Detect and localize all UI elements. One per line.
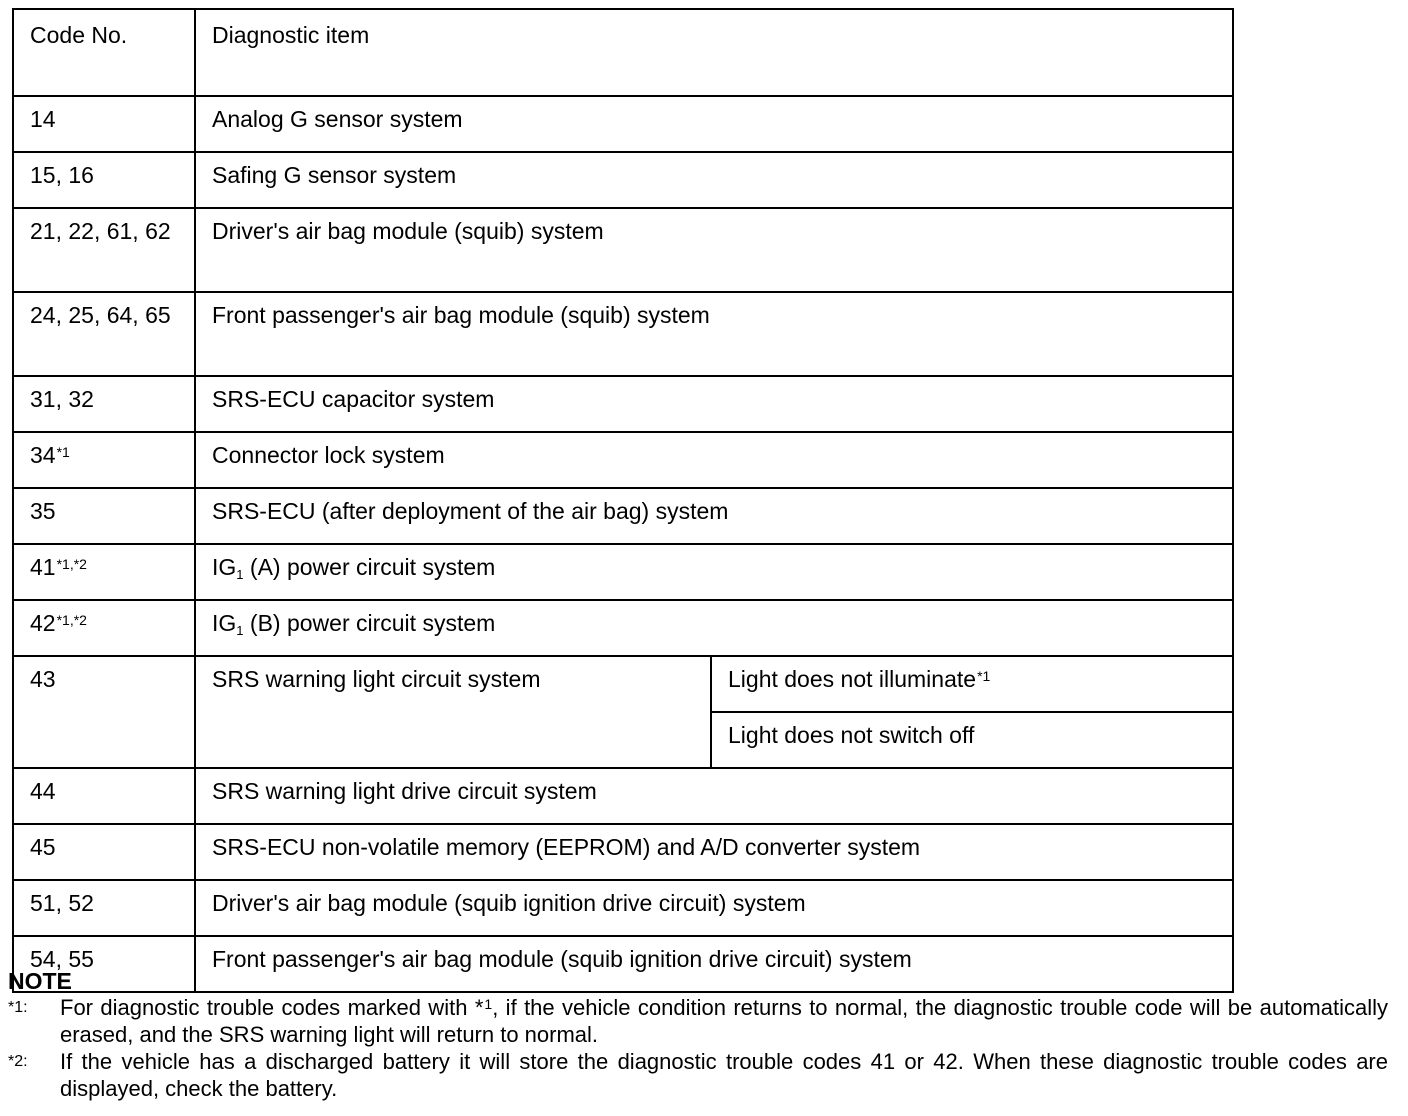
note-item — [8, 994, 1388, 1048]
table-row — [13, 880, 1233, 936]
notes-title: NOTE — [8, 968, 72, 994]
table-row — [13, 96, 1233, 152]
note-text-pre: For diagnostic trouble codes marked with * — [60, 995, 484, 1020]
sub-item-cell — [711, 656, 1233, 712]
code-cell — [13, 544, 195, 600]
item-prefix: IG — [212, 610, 237, 636]
item-cell — [195, 544, 1233, 600]
code-value: 34 — [30, 442, 56, 468]
item-cell: Front passenger's air bag module (squib) system — [195, 292, 1233, 376]
item-cell: SRS warning light circuit system — [195, 656, 711, 768]
note-text — [60, 994, 1388, 1048]
note-marker: *1: — [8, 999, 28, 1016]
table-row — [13, 432, 1233, 488]
table-row — [13, 656, 1233, 712]
item-cell — [195, 600, 1233, 656]
note-item — [8, 1048, 1388, 1102]
footnote-mark: *1 — [977, 668, 991, 684]
table-row — [13, 152, 1233, 208]
header-item: Diagnostic item — [195, 9, 1233, 96]
item-prefix: IG — [212, 554, 237, 580]
code-cell: 21, 22, 61, 62 — [13, 208, 195, 292]
note-marker: *2: — [8, 1053, 28, 1070]
code-cell: 43 — [13, 656, 195, 768]
table-row — [13, 488, 1233, 544]
note-text: If the vehicle has a discharged battery it will store the diagnostic trouble codes 41 or 42. When these diagnostic trouble codes are displayed, check the battery. — [60, 1049, 1388, 1101]
item-cell: Front passenger's air bag module (squib ignition drive circuit) system — [195, 936, 1233, 992]
item-text: (A) power circuit system — [243, 554, 496, 580]
sub-item-cell: Light does not switch off — [711, 712, 1233, 768]
table-header-row — [13, 9, 1233, 96]
table-row — [13, 824, 1233, 880]
code-cell: 44 — [13, 768, 195, 824]
item-text: (B) power circuit system — [243, 610, 496, 636]
table-row — [13, 376, 1233, 432]
code-cell: 14 — [13, 96, 195, 152]
item-cell: SRS-ECU capacitor system — [195, 376, 1233, 432]
code-cell: 51, 52 — [13, 880, 195, 936]
footnote-mark: *1,*2 — [56, 612, 87, 628]
code-cell: 15, 16 — [13, 152, 195, 208]
table-row — [13, 544, 1233, 600]
item-cell: Driver's air bag module (squib) system — [195, 208, 1233, 292]
item-cell: SRS-ECU non-volatile memory (EEPROM) and A/D converter system — [195, 824, 1233, 880]
code-cell: 35 — [13, 488, 195, 544]
item-cell: Analog G sensor system — [195, 96, 1233, 152]
item-cell: Driver's air bag module (squib ignition drive circuit) system — [195, 880, 1233, 936]
sub-item-text: Light does not illuminate — [728, 666, 977, 692]
item-cell: SRS warning light drive circuit system — [195, 768, 1233, 824]
code-cell — [13, 432, 195, 488]
footnote-mark: 1 — [484, 996, 493, 1012]
footnote-mark: *1,*2 — [56, 556, 87, 572]
table-row — [13, 600, 1233, 656]
code-cell: 24, 25, 64, 65 — [13, 292, 195, 376]
note-text-post: , if the vehicle condition returns to normal, the diagnostic trouble code will be automatically erased, and the SRS warning light will return to normal. — [60, 995, 1388, 1047]
footnote-mark: *1 — [56, 444, 70, 460]
diagnostic-code-table — [12, 8, 1234, 993]
code-value: 41 — [30, 554, 56, 580]
code-cell: 45 — [13, 824, 195, 880]
code-cell: 54, 55 — [13, 936, 195, 992]
item-subscript: 1 — [236, 623, 244, 638]
item-subscript: 1 — [236, 567, 244, 582]
code-cell — [13, 600, 195, 656]
item-cell: Safing G sensor system — [195, 152, 1233, 208]
table-row — [13, 768, 1233, 824]
table-row — [13, 292, 1233, 376]
code-cell: 31, 32 — [13, 376, 195, 432]
header-code: Code No. — [13, 9, 195, 96]
item-cell: SRS-ECU (after deployment of the air bag) system — [195, 488, 1233, 544]
item-cell: Connector lock system — [195, 432, 1233, 488]
table-row — [13, 208, 1233, 292]
code-value: 42 — [30, 610, 56, 636]
notes-section — [8, 968, 1388, 1102]
